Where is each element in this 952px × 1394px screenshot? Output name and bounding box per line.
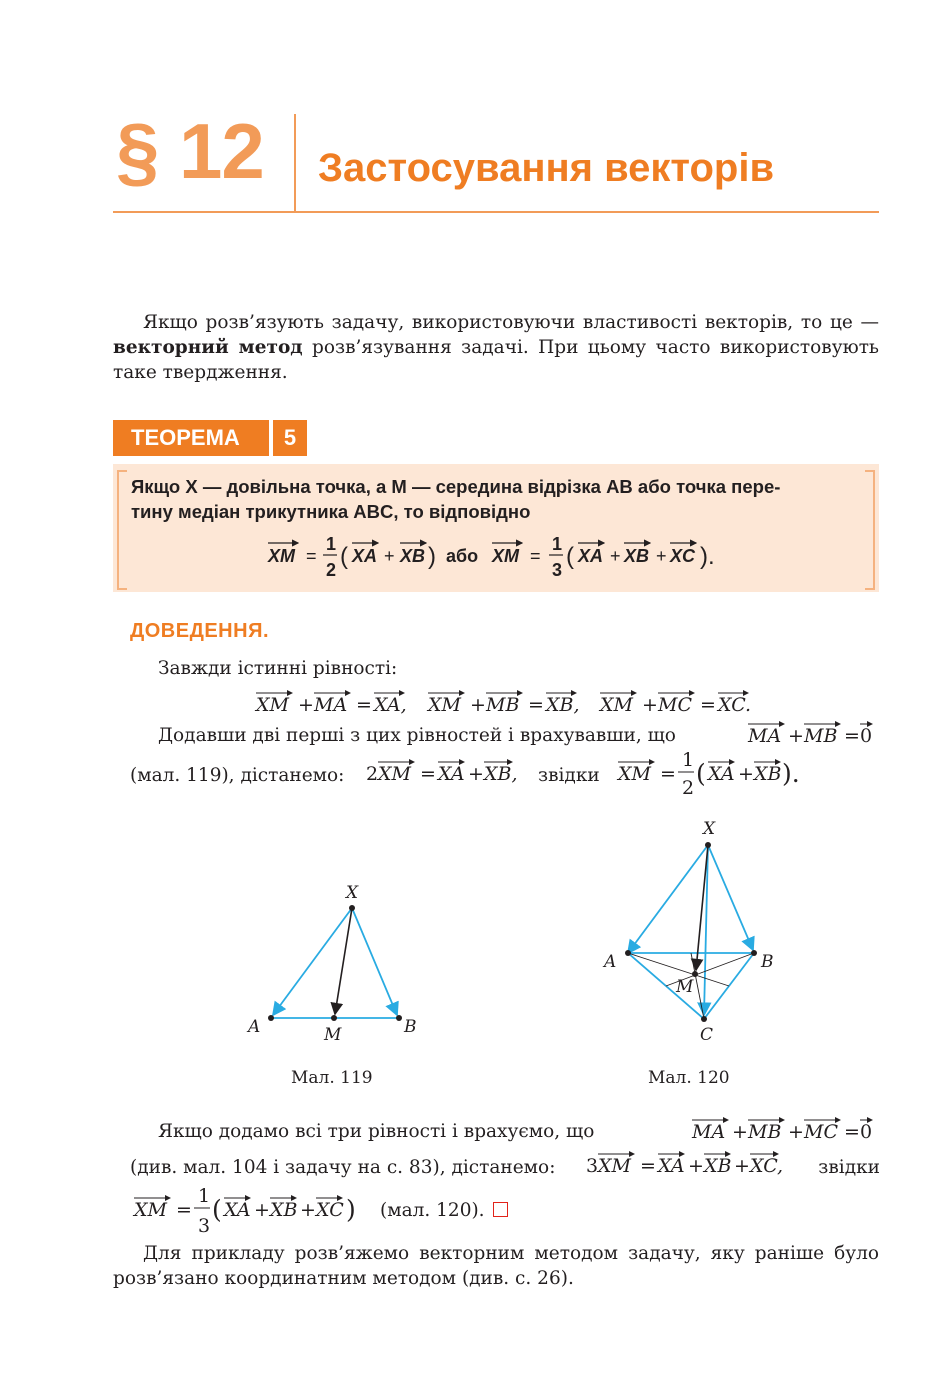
svg-text:): ) xyxy=(428,543,436,570)
svg-text:+: + xyxy=(300,1199,316,1221)
svg-text:2: 2 xyxy=(366,763,379,785)
intro-bold-term: векторний метод xyxy=(113,337,303,358)
svg-text:2: 2 xyxy=(326,560,337,580)
svg-text:MA: MA xyxy=(314,694,348,716)
figure-119-caption: Мал. 119 xyxy=(291,1068,373,1088)
fig120-label-a: A xyxy=(604,952,617,972)
svg-text:XM: XM xyxy=(598,1155,631,1177)
intro-paragraph xyxy=(113,310,879,385)
proof-line-4a: (мал. 119), дістанемо: xyxy=(130,765,345,786)
svg-text:XB: XB xyxy=(624,546,650,566)
proof-para2-a: Якщо додамо всі три рівності і врахуємо, що xyxy=(158,1121,595,1142)
svg-text:XB: XB xyxy=(704,1155,732,1177)
theorem-number: 5 xyxy=(273,420,307,456)
svg-text:3: 3 xyxy=(198,1215,211,1237)
header-divider xyxy=(294,114,296,212)
svg-text:3: 3 xyxy=(552,560,563,580)
svg-text:+: + xyxy=(734,1155,750,1177)
right-bracket xyxy=(865,470,875,590)
zero-sum-ab xyxy=(744,716,878,750)
theorem-statement xyxy=(131,474,861,524)
svg-text:=: = xyxy=(844,725,860,747)
svg-text:(: ( xyxy=(566,543,574,570)
svg-text:1: 1 xyxy=(552,534,563,554)
svg-text:(: ( xyxy=(340,543,348,570)
fig120-label-b: B xyxy=(761,952,774,972)
svg-text:+: + xyxy=(468,763,484,785)
svg-text:1: 1 xyxy=(198,1185,211,1207)
svg-text:XA: XA xyxy=(224,1199,251,1221)
proof-line-1: Завжди істинні рівності: xyxy=(158,658,398,679)
left-bracket xyxy=(117,470,127,590)
formula-xm-third xyxy=(130,1182,380,1238)
figure-120-caption: Мал. 120 xyxy=(648,1068,730,1088)
svg-text:XM: XM xyxy=(618,763,651,785)
svg-text:1: 1 xyxy=(326,534,337,554)
svg-text:XA: XA xyxy=(578,546,604,566)
proof-para2-d-wrap xyxy=(380,1198,580,1223)
svg-text:XA,: XA, xyxy=(374,694,407,716)
theorem-label-text: ТЕОРЕМА xyxy=(113,420,269,456)
svg-text:+: + xyxy=(738,763,754,785)
svg-text:XM: XM xyxy=(428,694,461,716)
formula-connector: або xyxy=(446,546,479,566)
svg-text:+: + xyxy=(254,1199,270,1221)
svg-text:3: 3 xyxy=(586,1155,599,1177)
proof-heading: ДОВЕДЕННЯ. xyxy=(130,620,269,642)
section-title: Застосування векторів xyxy=(318,146,775,190)
svg-text:XA: XA xyxy=(658,1155,685,1177)
svg-text:0: 0 xyxy=(860,1121,873,1143)
svg-text:XM: XM xyxy=(134,1199,167,1221)
svg-text:XC.: XC. xyxy=(718,694,752,716)
header-rule xyxy=(113,211,879,213)
svg-text:=: = xyxy=(700,694,716,716)
qed-square-icon xyxy=(493,1202,508,1217)
svg-text:XM: XM xyxy=(256,694,289,716)
svg-text:XM: XM xyxy=(600,694,633,716)
theorem-formula xyxy=(260,532,740,586)
svg-text:MA: MA xyxy=(748,725,782,747)
svg-text:XB: XB xyxy=(270,1199,298,1221)
figure-120 xyxy=(590,812,800,1052)
svg-text:=: = xyxy=(640,1155,656,1177)
svg-text:+: + xyxy=(688,1155,704,1177)
svg-text:1: 1 xyxy=(682,749,695,771)
svg-text:+: + xyxy=(788,725,804,747)
svg-text:): ) xyxy=(346,1195,356,1224)
svg-text:MC: MC xyxy=(804,1121,838,1143)
svg-text:XC: XC xyxy=(670,546,696,566)
intro-text-after: розв’язування задачі. При цьому часто використовують таке твердження. xyxy=(113,337,880,383)
fig119-label-a: A xyxy=(248,1017,261,1037)
svg-text:2: 2 xyxy=(682,777,695,799)
svg-text:MB: MB xyxy=(748,1121,782,1143)
theorem-label xyxy=(113,420,307,456)
proof-equalities xyxy=(250,686,770,720)
svg-text:MA: MA xyxy=(692,1121,726,1143)
zero-sum-abc xyxy=(690,1112,880,1146)
svg-text:+: + xyxy=(788,1121,804,1143)
fig120-label-c: C xyxy=(700,1025,714,1045)
svg-text:MC: MC xyxy=(658,694,692,716)
svg-text:MB: MB xyxy=(804,725,838,747)
final-paragraph: Для прикладу розв’яжемо векторним методом задачу, яку раніше було розв’язано координатним методом (див. с. 26). xyxy=(113,1243,879,1289)
fig119-label-m: M xyxy=(324,1025,342,1045)
figure-119 xyxy=(230,870,440,1050)
proof-para2-b: (див. мал. 104 і задачу на с. 83), дістанемо: xyxy=(130,1157,556,1178)
svg-text:).: ). xyxy=(700,543,715,570)
fig119-label-x: X xyxy=(346,883,359,903)
svg-text:=: = xyxy=(660,763,676,785)
svg-text:XM: XM xyxy=(268,546,295,566)
svg-text:+: + xyxy=(642,694,658,716)
svg-text:=: = xyxy=(176,1199,192,1221)
svg-text:XA: XA xyxy=(438,763,465,785)
formula-3xm xyxy=(584,1144,804,1180)
svg-text:(: ( xyxy=(212,1195,222,1224)
svg-text:XB: XB xyxy=(400,546,426,566)
svg-text:XA: XA xyxy=(708,763,735,785)
proof-para2-c: звідки xyxy=(818,1157,880,1178)
intro-text: Якщо розв’язують задачу, використовуючи властивості векторів, то це — xyxy=(143,312,879,333)
proof-line-3: Додавши дві перші з цих рівностей і врахувавши, що xyxy=(158,725,676,746)
section-number: § 12 xyxy=(116,107,264,195)
svg-text:+: + xyxy=(298,694,314,716)
formula-xm-half xyxy=(612,746,822,800)
svg-text:+: + xyxy=(384,546,395,566)
proof-line-4b: звідки xyxy=(538,765,600,786)
svg-text:=: = xyxy=(528,694,544,716)
svg-text:+: + xyxy=(732,1121,748,1143)
svg-text:+: + xyxy=(610,546,621,566)
svg-text:XB,: XB, xyxy=(484,763,518,785)
svg-text:XB,: XB, xyxy=(546,694,580,716)
svg-text:XC: XC xyxy=(316,1199,344,1221)
proof-para2-d: (мал. 120). xyxy=(380,1200,485,1221)
fig120-label-x: X xyxy=(703,819,716,839)
fig119-label-b: B xyxy=(404,1017,417,1037)
svg-text:=: = xyxy=(306,546,317,566)
fig120-label-m: M xyxy=(676,977,694,997)
svg-text:=: = xyxy=(420,763,436,785)
svg-text:=: = xyxy=(844,1121,860,1143)
theorem-line-2: тину медіан трикутника ABC, то відповідно xyxy=(131,501,531,522)
svg-text:XM: XM xyxy=(378,763,411,785)
svg-text:=: = xyxy=(530,546,541,566)
svg-text:MB: MB xyxy=(486,694,520,716)
svg-text:+: + xyxy=(656,546,667,566)
svg-text:+: + xyxy=(470,694,486,716)
svg-text:XM: XM xyxy=(492,546,519,566)
svg-text:=: = xyxy=(356,694,372,716)
theorem-line-1: Якщо X — довільна точка, а M — середина відрізка AB або точка пере- xyxy=(131,476,781,497)
formula-2xm xyxy=(364,752,544,792)
svg-text:XB: XB xyxy=(754,763,782,785)
svg-text:XC,: XC, xyxy=(750,1155,784,1177)
svg-text:0: 0 xyxy=(860,725,873,747)
svg-text:(: ( xyxy=(696,759,706,788)
svg-text:XA: XA xyxy=(352,546,378,566)
svg-text:).: ). xyxy=(782,759,800,788)
